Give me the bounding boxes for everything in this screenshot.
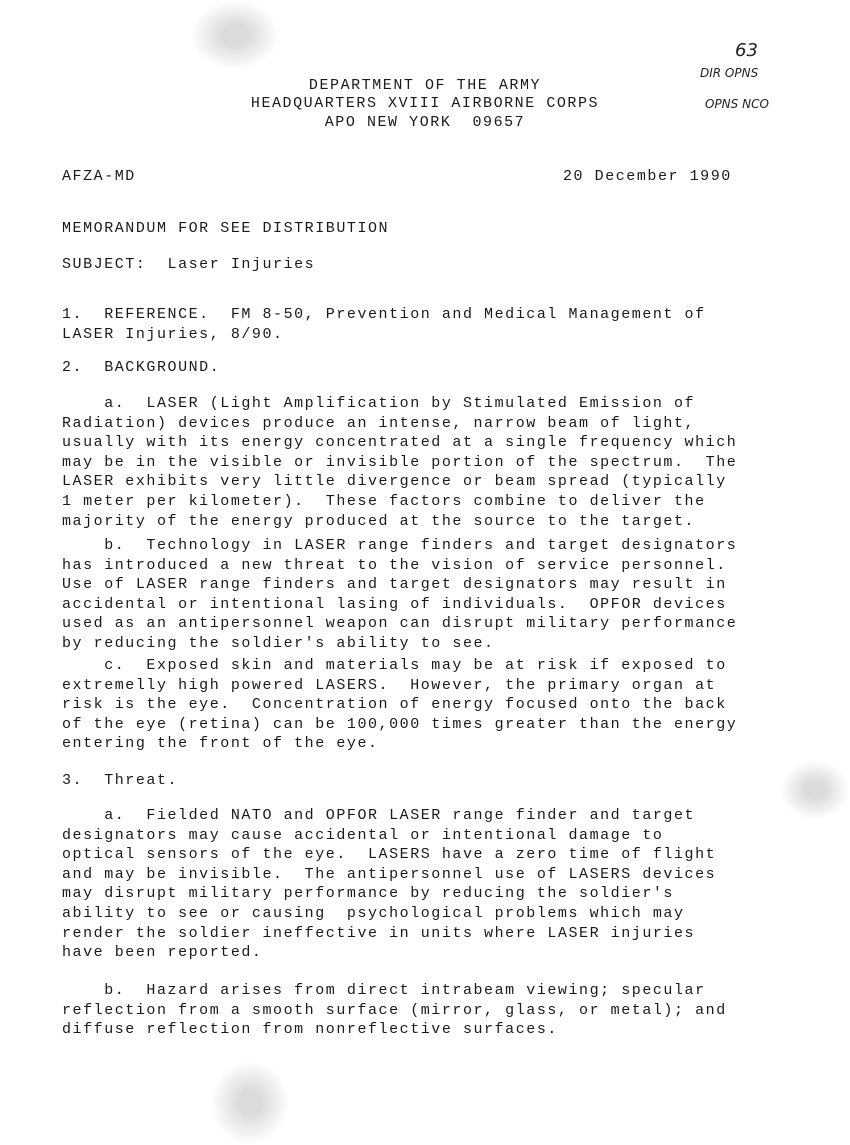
scan-noise xyxy=(190,0,280,70)
letterhead-line: HEADQUARTERS XVIII AIRBORNE CORPS xyxy=(250,95,600,112)
paragraph-3b xyxy=(62,981,727,1040)
text-line: LASER exhibits very little divergence or beam spread (typically xyxy=(62,473,727,491)
section-heading: 2. BACKGROUND. xyxy=(62,359,221,376)
memo-subject: SUBJECT: Laser Injuries xyxy=(62,256,316,273)
memo-date: 20 December 1990 xyxy=(563,168,732,185)
text-line: 1. REFERENCE. FM 8-50, Prevention and Medical Management of xyxy=(62,306,706,323)
paragraph-reference xyxy=(62,305,706,344)
text-line: LASER Injuries, 8/90. xyxy=(62,325,284,343)
text-line: majority of the energy produced at the source to the target. xyxy=(62,512,696,530)
text-line: of the eye (retina) can be 100,000 times greater than the energy xyxy=(62,715,738,733)
text-line: 1 meter per kilometer). These factors combine to deliver the xyxy=(62,492,706,510)
text-line: diffuse reflection from nonreflective surfaces. xyxy=(62,1021,558,1039)
text-line: Radiation) devices produce an intense, narrow beam of light, xyxy=(62,414,696,432)
text-line: and may be invisible. The antipersonnel use of LASERS devices xyxy=(62,865,717,883)
text-line: may disrupt military performance by reducing the soldier's xyxy=(62,885,674,903)
text-line: c. Exposed skin and materials may be at risk if exposed to xyxy=(62,657,727,674)
text-line: have been reported. xyxy=(62,944,263,962)
text-line: a. Fielded NATO and OPFOR LASER range finder and target xyxy=(62,807,696,824)
text-line: b. Hazard arises from direct intrabeam viewing; specular xyxy=(62,982,706,999)
paragraph-2c xyxy=(62,656,737,754)
text-line: usually with its energy concentrated at a single frequency which xyxy=(62,434,738,452)
handwritten-routing-1: DIR OPNS xyxy=(700,66,759,80)
handwritten-number: 63 xyxy=(735,40,758,61)
paragraph-2a xyxy=(62,394,737,531)
handwritten-routing-2: OPNS NCO xyxy=(705,97,769,111)
office-symbol: AFZA-MD xyxy=(62,168,136,185)
text-line: may be in the visible or invisible portion of the spectrum. The xyxy=(62,453,738,471)
text-line: by reducing the soldier's ability to see. xyxy=(62,634,495,652)
text-line: used as an antipersonnel weapon can disrupt military performance xyxy=(62,615,738,633)
text-line: reflection from a smooth surface (mirror, glass, or metal); and xyxy=(62,1001,727,1019)
scan-noise xyxy=(210,1060,290,1145)
text-line: a. LASER (Light Amplification by Stimulated Emission of xyxy=(62,395,696,412)
text-line: b. Technology in LASER range finders and target designators xyxy=(62,537,738,554)
text-line: extremelly high powered LASERS. However, the primary organ at xyxy=(62,676,717,694)
memo-for: MEMORANDUM FOR SEE DISTRIBUTION xyxy=(62,220,390,237)
section-heading: 3. Threat. xyxy=(62,772,179,789)
letterhead-line: DEPARTMENT OF THE ARMY xyxy=(308,77,542,94)
paragraph-3a xyxy=(62,806,716,963)
text-line: render the soldier ineffective in units where LASER injuries xyxy=(62,924,696,942)
scan-noise xyxy=(780,760,850,820)
text-line: designators may cause accidental or intentional damage to xyxy=(62,826,664,844)
text-line: ability to see or causing psychological problems which may xyxy=(62,904,685,922)
letterhead-line: APO NEW YORK 09657 xyxy=(324,114,526,131)
paragraph-2b xyxy=(62,536,737,654)
text-line: Use of LASER range finders and target designators may result in xyxy=(62,576,727,594)
text-line: optical sensors of the eye. LASERS have a zero time of flight xyxy=(62,846,717,864)
text-line: has introduced a new threat to the vision of service personnel. xyxy=(62,556,727,574)
text-line: entering the front of the eye. xyxy=(62,735,379,753)
text-line: risk is the eye. Concentration of energy focused onto the back xyxy=(62,696,727,714)
text-line: accidental or intentional lasing of individuals. OPFOR devices xyxy=(62,595,727,613)
